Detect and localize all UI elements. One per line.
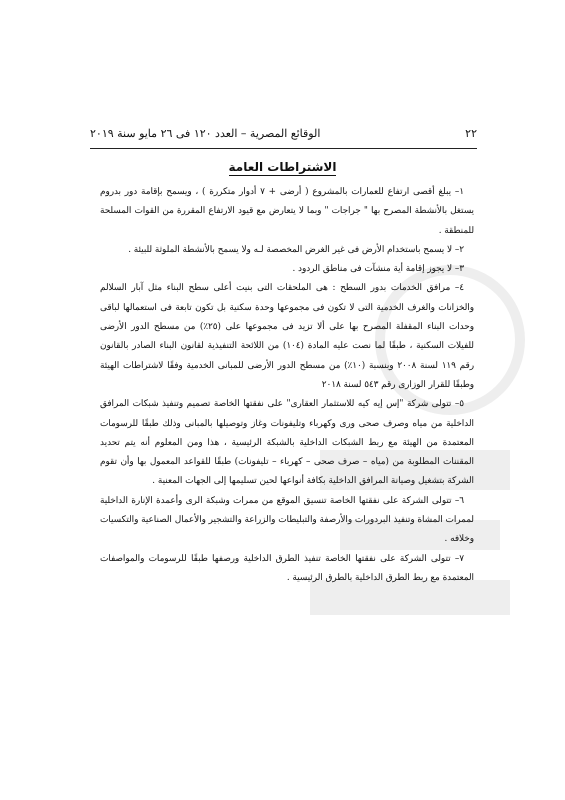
page-header [90, 125, 477, 147]
gazette-issue-line: الوقائع المصرية – العدد ١٢٠ فى ٢٦ مايو سنة ٢٠١٩ [90, 127, 321, 140]
section-title [0, 160, 565, 174]
document-body [100, 183, 474, 588]
clause-7: ٧– تتولى الشركة على نفقتها الخاصة تنفيذ الطرق الداخلية ورصفها طبقًا للرسومات والمواصفات المعتمدة مع ربط الطرق الداخلية بالطرق الرئيسية . [100, 553, 474, 583]
clause-5: ٥– تتولى شركة "إس إيه كيه للاستثمار العقارى" على نفقتها الخاصة تصميم وتنفيذ شبكات المرافق الداخلية من مياه وصرف صحى ورى وكهرباء وتليفونات وغاز وتوصيلها بالمبانى وذلك طبقًا للرسومات المعتمدة من الهيئة مع ربط الشبكات الداخلية بالشبكة الرئيسية ، هذا ومن المعلوم أنه يتم تحديد المقننات المطلوبة من (مياه – صرف صحى – كهرباء – تليفونات) طبقًا للقواعد المعمول بها وأن تقوم الشركة بتشغيل وصيانة المرافق الداخلية بكافة أنواعها لحين تسليمها إلى الجهات المعنية . [100, 399, 474, 487]
clause-4: ٤– مرافق الخدمات بدور السطح : هى الملحقات التى بنيت أعلى سطح البناء مثل آبار السلالم والخزانات والغرف الخدمية التى لا تكون فى مجموعها وحدة سكنية بل تكون تابعة فى استعمالها لباقى وحدات البناء المقفلة المصرح بها على ألا تزيد فى مجموعها على (٢٥٪) من مسطح الدور الأرضى للفيلات السكنية ، طبقًا لما نصت عليه المادة (١٠٤) من اللائحة التنفيذية لقانون البناء الصادر بالقانون رقم ١١٩ لسنة ٢٠٠٨ وبنسبة (١٠٪) من مسطح الدور الأرضى للمبانى الخدمية وفقًا لاشتراطات الهيئة وطبقًا للقرار الوزارى رقم ٥٤٣ لسنة ٢٠١٨ [100, 283, 474, 390]
page-number: ٢٢ [465, 127, 477, 140]
clause-3: ٣– لا يجوز إقامة أية منشآت فى مناطق الردود . [292, 264, 464, 275]
clause-2: ٢– لا يسمح باستخدام الأرض فى غير الغرض المخصصة لـه ولا يسمح بالأنشطة الملوثة للبيئة . [128, 244, 464, 255]
clause-1: ١– يبلغ أقصى ارتفاع للعمارات بالمشروع ( أرضى + ٧ أدوار متكررة ) ، ويسمح بإقامة دور بدروم يستغل بالأنشطة المصرح بها " جراجات " وبما لا يتعارض مع قيود الارتفاع المقررة من القوات المسلحة للمنطقة . [100, 187, 474, 236]
clause-6: ٦– تتولى الشركة على نفقتها الخاصة تنسيق الموقع من ممرات وشبكة الرى وأعمدة الإنارة الداخلية لممرات المشاة وتنفيذ البردورات والأرصفة والتبليطات والزراعة والتشجير والأعمال الصناعية والتكسيات وخلافه . [100, 495, 474, 545]
header-divider [90, 148, 477, 149]
section-title-text: الاشتراطات العامة [228, 160, 337, 174]
